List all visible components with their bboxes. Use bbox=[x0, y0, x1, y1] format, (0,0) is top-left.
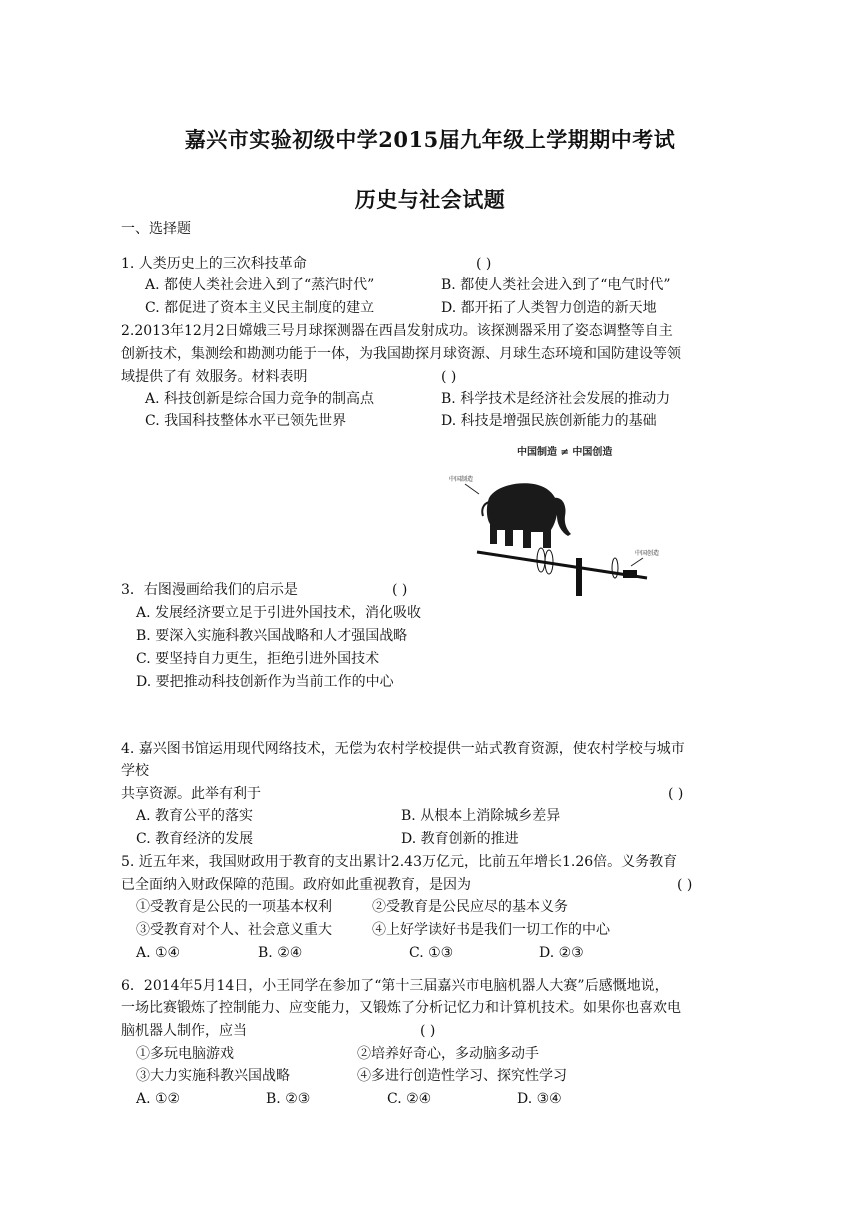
q3-option-b: B. 要深入实施科教兴国战略和人才强国战略 bbox=[136, 628, 408, 644]
exam-subtitle: 历史与社会试题 bbox=[354, 187, 506, 212]
q6-option-d: D. ③④ bbox=[517, 1091, 562, 1107]
q6-option-c: C. ②④ bbox=[387, 1091, 432, 1107]
q5-statement-4: ④上好学读好书是我们一切工作的中心 bbox=[372, 922, 610, 938]
q1-option-c: C. 都促进了资本主义民主制度的建立 bbox=[145, 300, 375, 316]
q4-stem-line1: 4. 嘉兴图书馆运用现代网络技术，无偿为农村学校提供一站式教育资源，使农村学校与城市 bbox=[121, 741, 685, 757]
cartoon-label-created-in-china: 中国创造 bbox=[635, 550, 659, 557]
q4-stem-line2: 学校 bbox=[121, 763, 149, 779]
q2-option-d: D. 科技是增强民族创新能力的基础 bbox=[441, 413, 657, 429]
q1-answer-paren: ( ) bbox=[476, 256, 492, 272]
q2-stem-line2: 创新技术，集测绘和勘测功能于一体，为我国勘探月球资源、月球生态环境和国防建设等领 bbox=[121, 346, 681, 362]
q4-answer-paren: ( ) bbox=[668, 786, 684, 802]
q6-statement-1: ①多玩电脑游戏 bbox=[136, 1046, 234, 1062]
q5-answer-paren: ( ) bbox=[677, 877, 693, 893]
q5-option-c: C. ①③ bbox=[409, 945, 454, 961]
q5-stem-line1: 5. 近五年来，我国财政用于教育的支出累计2.43万亿元，比前五年增长1.26倍。义务教育 bbox=[121, 854, 678, 870]
q1-option-b: B. 都使人类社会进入到了“电气时代” bbox=[441, 277, 671, 293]
exam-title: 嘉兴市实验初级中学2015届九年级上学期期中考试 bbox=[184, 127, 676, 152]
q2-option-b: B. 科学技术是经济社会发展的推动力 bbox=[441, 391, 671, 407]
q4-option-d: D. 教育创新的推进 bbox=[401, 831, 519, 847]
q1-stem: 1. 人类历史上的三次科技革命 bbox=[121, 256, 307, 272]
q1-option-d: D. 都开拓了人类智力创造的新天地 bbox=[441, 300, 657, 316]
q5-option-d: D. ②③ bbox=[539, 945, 584, 961]
q3-option-d: D. 要把推动科技创新作为当前工作的中心 bbox=[136, 674, 394, 690]
elephant-icon bbox=[482, 483, 571, 548]
q3-answer-paren: ( ) bbox=[392, 582, 408, 598]
q5-statement-3: ③受教育对个人、社会意义重大 bbox=[136, 922, 332, 938]
q5-option-b: B. ②④ bbox=[258, 945, 303, 961]
q3-option-c: C. 要坚持自力更生，拒绝引进外国技术 bbox=[136, 651, 380, 667]
q6-stem-line3: 脑机器人制作，应当 bbox=[121, 1023, 247, 1039]
q6-statement-3: ③大力实施科教兴国战略 bbox=[136, 1068, 290, 1084]
cartoon-caption: 中国制造 ≠ 中国创造 bbox=[517, 447, 613, 458]
q5-option-a: A. ①④ bbox=[136, 945, 181, 961]
q5-statement-1: ①受教育是公民的一项基本权利 bbox=[136, 899, 332, 915]
q2-answer-paren: ( ) bbox=[441, 369, 457, 385]
q4-option-b: B. 从根本上消除城乡差异 bbox=[401, 808, 561, 824]
cartoon-image bbox=[437, 440, 659, 596]
section-label: 一、选择题 bbox=[121, 221, 191, 237]
q5-stem-line2: 已全面纳入财政保障的范围。政府如此重视教育，是因为 bbox=[121, 877, 471, 893]
q4-option-a: A. 教育公平的落实 bbox=[136, 808, 254, 824]
q4-stem-line3: 共享资源。此举有利于 bbox=[121, 786, 261, 802]
q6-statement-2: ②培养好奇心，多动脑多动手 bbox=[357, 1046, 539, 1062]
q6-option-a: A. ①② bbox=[136, 1091, 181, 1107]
q6-statement-4: ④多进行创造性学习、探究性学习 bbox=[357, 1068, 567, 1084]
q1-option-a: A. 都使人类社会进入到了“蒸汽时代” bbox=[145, 277, 375, 293]
q5-statement-2: ②受教育是公民应尽的基本义务 bbox=[372, 899, 568, 915]
q3-stem: 3．右图漫画给我们的启示是 bbox=[121, 582, 298, 598]
cartoon-label-made-in-china: 中国制造 bbox=[449, 476, 474, 483]
q4-option-c: C. 教育经济的发展 bbox=[136, 831, 254, 847]
q3-option-a: A. 发展经济要立足于引进外国技术，消化吸收 bbox=[136, 605, 422, 621]
q6-stem-line2: 一场比赛锻炼了控制能力、应变能力，又锻炼了分析记忆力和计算机技术。如果你也喜欢电 bbox=[121, 1000, 681, 1016]
q6-option-b: B. ②③ bbox=[266, 1091, 311, 1107]
q2-stem-line3: 域提供了有 效服务。材料表明 bbox=[121, 369, 308, 385]
q2-option-a: A. 科技创新是综合国力竞争的制高点 bbox=[145, 391, 375, 407]
q6-answer-paren: ( ) bbox=[420, 1023, 436, 1039]
q2-option-c: C. 我国科技整体水平已领先世界 bbox=[145, 413, 347, 429]
q6-stem-line1: 6．2014年5月14日，小王同学在参加了“第十三届嘉兴市电脑机器人大赛”后感慨地说， bbox=[121, 978, 669, 994]
q2-stem-line1: 2.2013年12月2日嫦娥三号月球探测器在西昌发射成功。该探测器采用了姿态调整等自主 bbox=[121, 323, 673, 339]
